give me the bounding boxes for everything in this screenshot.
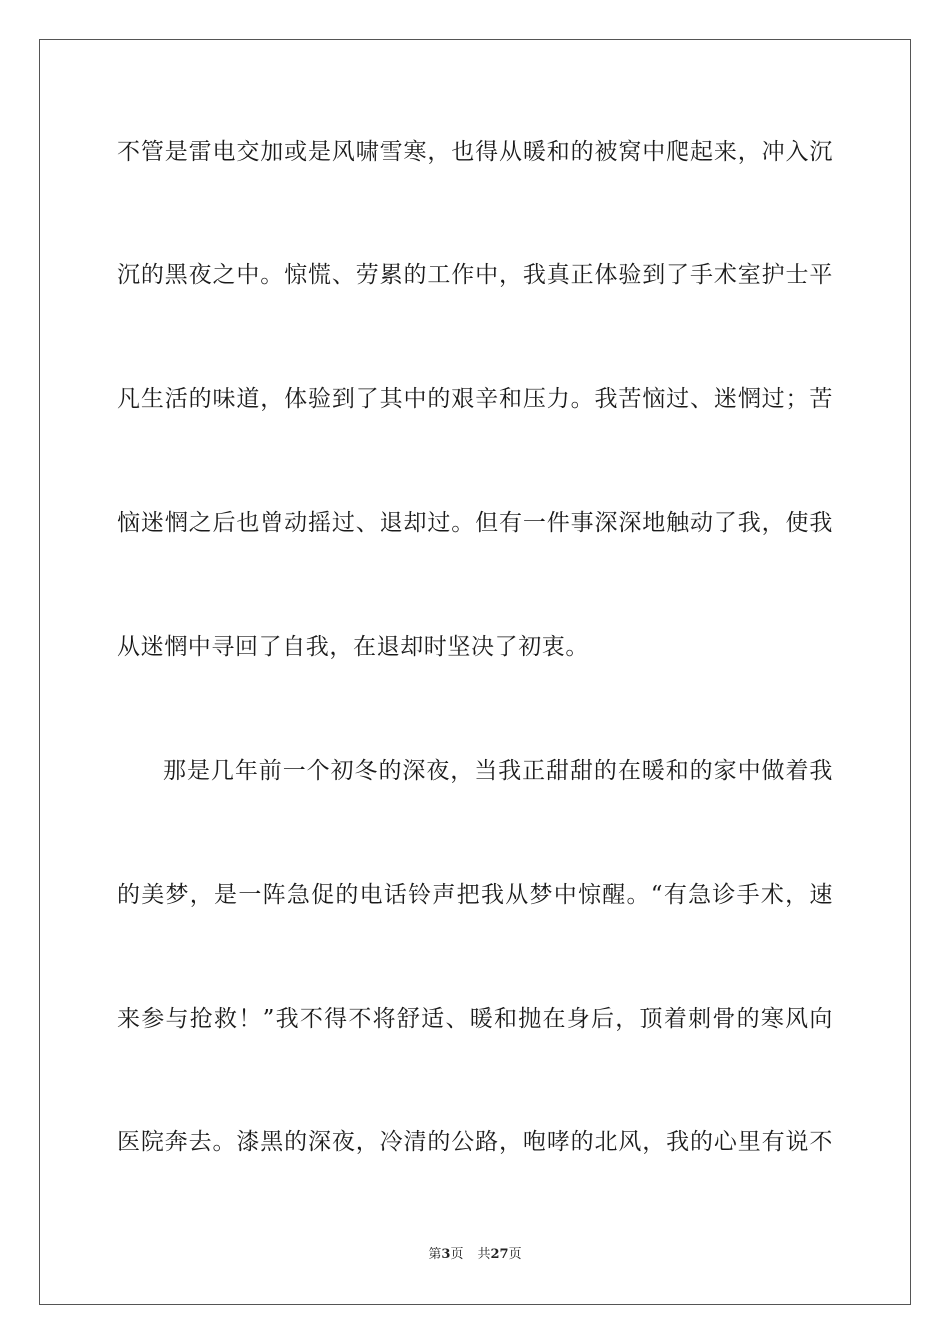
text-line-7: 的美梦，是一阵急促的电话铃声把我从梦中惊醒。“有急诊手术，速 bbox=[117, 882, 833, 908]
footer-total-pages: 27 bbox=[490, 1247, 509, 1262]
text-line-9: 医院奔去。漆黑的深夜，冷清的公路，咆哮的北风，我的心里有说不 bbox=[117, 1129, 833, 1155]
footer-total-prefix: 共 bbox=[477, 1247, 491, 1262]
text-line-2: 沉的黑夜之中。惊慌、劳累的工作中，我真正体验到了手术室护士平 bbox=[117, 262, 833, 288]
footer-page-number: 3 bbox=[441, 1247, 451, 1262]
text-line-4: 恼迷惘之后也曾动摇过、退却过。但有一件事深深地触动了我，使我 bbox=[117, 510, 833, 536]
text-line-8: 来参与抢救！”我不得不将舒适、暖和抛在身后，顶着刺骨的寒风向 bbox=[117, 1006, 833, 1032]
text-line-3: 凡生活的味道，体验到了其中的艰辛和压力。我苦恼过、迷惘过；苦 bbox=[117, 386, 833, 412]
page-border bbox=[39, 39, 911, 1305]
footer-page-suffix: 页 bbox=[450, 1247, 464, 1262]
text-line-1: 不管是雷电交加或是风啸雪寒，也得从暖和的被窝中爬起来，冲入沉 bbox=[117, 139, 833, 165]
page-footer bbox=[0, 1246, 950, 1264]
footer-page-prefix: 第 bbox=[428, 1247, 442, 1262]
text-line-5: 从迷惘中寻回了自我，在退却时坚决了初衷。 bbox=[117, 634, 589, 660]
footer-total-suffix: 页 bbox=[508, 1247, 522, 1262]
text-line-6-paragraph-start: 那是几年前一个初冬的深夜，当我正甜甜的在暖和的家中做着我 bbox=[163, 758, 833, 784]
